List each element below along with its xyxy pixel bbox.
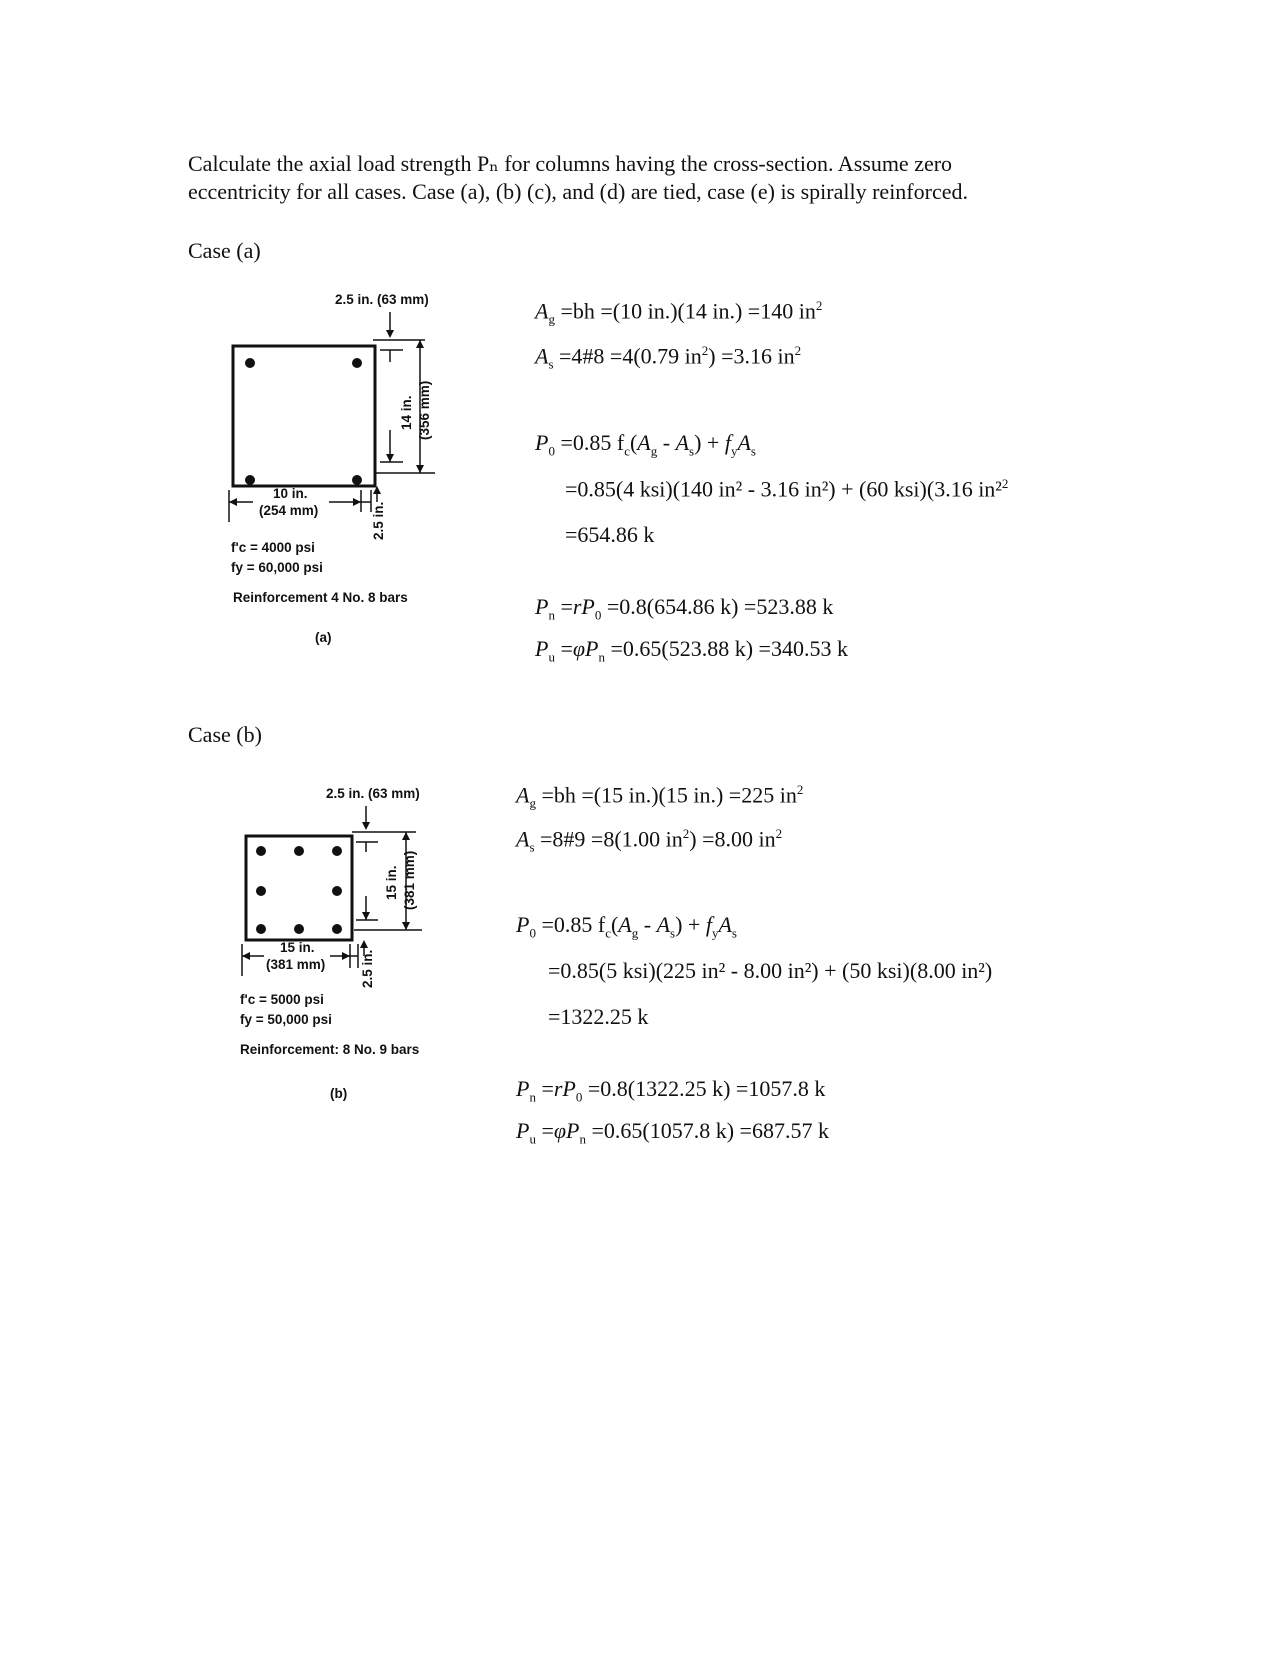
eq-ag: $A_g =bh =(10$ in.)(14 in.) =140 $in^2$ [535, 298, 823, 327]
column-outline [233, 346, 375, 486]
problem-line-2: eccentricity for all cases. Case (a), (b) (c), and (d) are tied, case (e) is spirally reinforced. [188, 179, 968, 204]
case-a-heading: Case (a) [188, 238, 261, 263]
eq-p0-substituted: =0.85(5 ksi)(225 in² - 8.00 in²) + (50 ksi)(8.00 in²) [548, 958, 993, 983]
eq-p0-result: =654.86 k [565, 522, 655, 547]
problem-line-1: Calculate the axial load strength Pₙ for columns having the cross-section. Assume zero [188, 151, 953, 176]
figure-caption: (a) [315, 630, 332, 645]
dim-width-mm: (254 mm) [259, 503, 319, 518]
eq-as: $A_s$ =8#9 =8(1.00 $in^2) =8.00$ $in^2$ [516, 826, 783, 855]
dim-cover-top: 2.5 in. (63 mm) [335, 292, 429, 307]
reinforcement-label: Reinforcement: 8 No. 9 bars [240, 1042, 420, 1057]
rebar [332, 886, 342, 896]
dim-cover-side: 2.5 in. [371, 501, 386, 540]
dim-width: 15 in. [280, 940, 315, 955]
rebar [256, 924, 266, 934]
eq-p0: $P_0 =0.85$ $f_c(A_g - A_s) + f_yA_s$ [516, 912, 737, 941]
fc-label: f'c = 5000 psi [240, 992, 324, 1007]
fy-label: fy = 60,000 psi [231, 560, 323, 575]
eq-p0-result: =1322.25 k [548, 1004, 649, 1029]
figure-caption: (b) [330, 1086, 348, 1101]
eq-ag: $A_g =bh =(15$ in.)(15 in.) =225 $in^2$ [516, 782, 804, 811]
eq-pu: $P_u =\varphi P_n =0.65(523.88$ k) =340.53 k [535, 636, 848, 665]
case-b-cross-section-figure [238, 784, 458, 1134]
eq-p0-substituted: =0.85(4 ksi)(140 in² - 3.16 in²) + (60 ksi)(3.16 in²$^2$ [565, 476, 1009, 502]
dim-height: 14 in. [399, 395, 414, 430]
eq-pn: $P_n =rP_0 =0.8(1322.25$ k) =1057.8 k [516, 1076, 826, 1105]
eq-pu: $P_u =\varphi P_n =0.65(1057.8$ k) =687.57 k [516, 1118, 829, 1147]
dim-height-mm: (381 mm) [402, 850, 417, 910]
eq-as: $A_s$ =4#8 =4(0.79 $in^2) =3.16$ $in^2$ [535, 343, 802, 372]
rebar [245, 358, 255, 368]
dim-width-mm: (381 mm) [266, 957, 326, 972]
rebar [294, 924, 304, 934]
rebar [256, 846, 266, 856]
rebar [256, 886, 266, 896]
dim-height-mm: (356 mm) [417, 380, 432, 440]
dim-width: 10 in. [273, 486, 308, 501]
dim-height: 15 in. [384, 865, 399, 900]
case-b-heading: Case (b) [188, 722, 262, 747]
dim-cover-side: 2.5 in. [360, 949, 375, 988]
rebar [352, 475, 362, 485]
problem-statement [188, 150, 1148, 206]
case-a-cross-section-figure [225, 290, 455, 680]
fy-label: fy = 50,000 psi [240, 1012, 332, 1027]
rebar [294, 846, 304, 856]
rebar [245, 475, 255, 485]
rebar [332, 846, 342, 856]
fc-label: f'c = 4000 psi [231, 540, 315, 555]
eq-pn: $P_n =rP_0 =0.8(654.86$ k) =523.88 k [535, 594, 834, 623]
rebar [352, 358, 362, 368]
reinforcement-label: Reinforcement 4 No. 8 bars [233, 590, 408, 605]
rebar [332, 924, 342, 934]
eq-p0: $P_0 =0.85$ $f_c(A_g - A_s) + f_yA_s$ [535, 430, 756, 459]
dim-cover-top: 2.5 in. (63 mm) [326, 786, 420, 801]
